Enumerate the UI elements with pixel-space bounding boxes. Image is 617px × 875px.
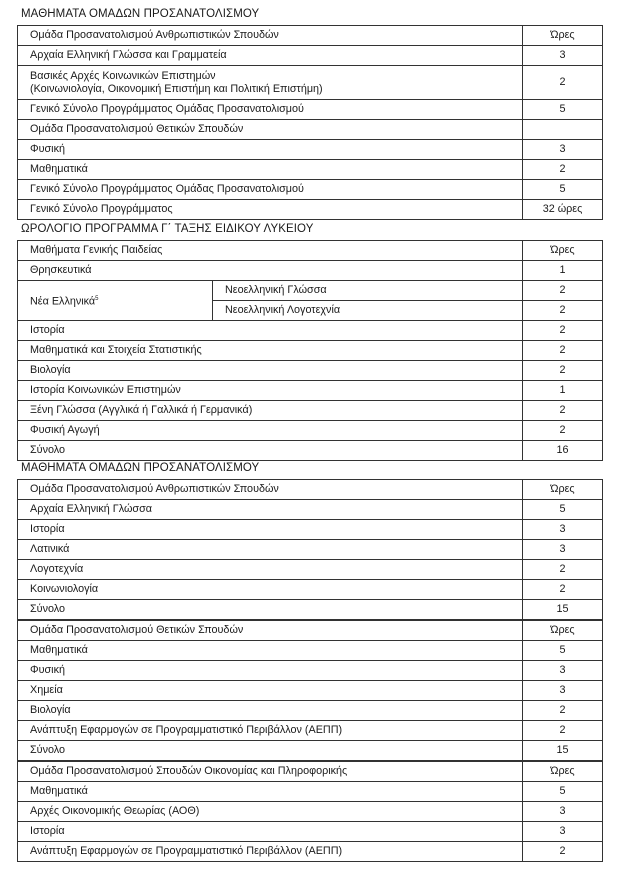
table-row: [18, 441, 603, 461]
row-hours: 32 ώρες: [523, 200, 603, 220]
section-heading: ΜΑΘΗΜΑΤΑ ΟΜΑΔΩΝ ΠΡΟΣΑΝΑΤΟΛΙΣΜΟΥ: [21, 462, 260, 474]
row-label: Μαθηματικά: [18, 782, 523, 802]
row-label: Ιστορία: [18, 520, 523, 540]
table-row: [18, 701, 603, 721]
row-label: Αρχαία Ελληνική Γλώσσα: [18, 500, 523, 520]
footnote-marker: 5: [95, 295, 99, 302]
table-row: [18, 842, 603, 862]
table-row: [18, 580, 603, 600]
row-hours: 16: [523, 441, 603, 461]
table-row: [18, 721, 603, 741]
row-label: Μαθηματικά και Στοιχεία Στατιστικής: [18, 341, 523, 361]
table-row: [18, 500, 603, 520]
sub-row-label: Νεοελληνική Λογοτεχνία: [213, 301, 523, 321]
sub-row-label: Νεοελληνική Γλώσσα: [213, 281, 523, 301]
row-hours: 15: [523, 741, 603, 761]
table-row: [18, 641, 603, 661]
table-row: [18, 66, 603, 100]
row-hours: 2: [523, 401, 603, 421]
table-row: [18, 261, 603, 281]
row-hours: Ώρες: [523, 26, 603, 46]
row-hours: 3: [523, 520, 603, 540]
table-row: [18, 762, 603, 782]
row-hours: Ώρες: [523, 621, 603, 641]
row-hours: 15: [523, 600, 603, 620]
table-row: [18, 361, 603, 381]
table-row: [18, 741, 603, 761]
row-hours: 2: [523, 560, 603, 580]
row-hours: 3: [523, 802, 603, 822]
table-row: [18, 401, 603, 421]
row-hours: 2: [523, 701, 603, 721]
row-label: Κοινωνιολογία: [18, 580, 523, 600]
table-row: [18, 281, 603, 301]
row-label: Ομάδα Προσανατολισμού Θετικών Σπουδών: [18, 621, 523, 641]
schedule-table: [17, 479, 603, 620]
table-row: [18, 180, 603, 200]
row-hours: 5: [523, 782, 603, 802]
row-label: Ιστορία: [18, 321, 523, 341]
table-row: [18, 540, 603, 560]
table-row: [18, 621, 603, 641]
row-hours: 3: [523, 540, 603, 560]
table-row: [18, 160, 603, 180]
row-label: Ιστορία Κοινωνικών Επιστημών: [18, 381, 523, 401]
row-label: Σύνολο: [18, 600, 523, 620]
row-label: Μαθηματικά: [18, 160, 523, 180]
row-label: Γενικό Σύνολο Προγράμματος Ομάδας Προσανατολισμού: [18, 100, 523, 120]
row-label: Μαθήματα Γενικής Παιδείας: [18, 241, 523, 261]
row-label: Φυσική: [18, 661, 523, 681]
row-hours: 3: [523, 46, 603, 66]
table-row: [18, 822, 603, 842]
row-label: Ομάδα Προσανατολισμού Ανθρωπιστικών Σπουδών: [18, 480, 523, 500]
row-label: Ομάδα Προσανατολισμού Ανθρωπιστικών Σπουδών: [18, 26, 523, 46]
row-hours: 2: [523, 301, 603, 321]
table-row: [18, 100, 603, 120]
row-label: Μαθηματικά: [18, 641, 523, 661]
table-row: [18, 600, 603, 620]
table-row: [18, 341, 603, 361]
row-hours: 1: [523, 261, 603, 281]
row-label: Σύνολο: [18, 441, 523, 461]
row-label: Αρχαία Ελληνική Γλώσσα και Γραμματεία: [18, 46, 523, 66]
row-hours: 5: [523, 180, 603, 200]
table-row: [18, 661, 603, 681]
table-row: [18, 140, 603, 160]
row-label-line2: (Κοινωνιολογία, Οικονομική Επιστήμη και Πολιτική Επιστήμη): [30, 82, 323, 95]
row-label: Χημεία: [18, 681, 523, 701]
row-label: [18, 66, 523, 100]
row-label: Ανάπτυξη Εφαρμογών σε Προγραμματιστικό Περιβάλλον (ΑΕΠΠ): [18, 721, 523, 741]
row-label: Αρχές Οικονομικής Θεωρίας (ΑΟΘ): [18, 802, 523, 822]
table-row: [18, 782, 603, 802]
row-hours: 2: [523, 721, 603, 741]
row-hours: 2: [523, 580, 603, 600]
row-label: Βιολογία: [18, 361, 523, 381]
row-hours: 2: [523, 842, 603, 862]
table-row: [18, 200, 603, 220]
row-hours: 5: [523, 100, 603, 120]
row-label: Φυσική Αγωγή: [18, 421, 523, 441]
row-hours: Ώρες: [523, 480, 603, 500]
row-hours: 2: [523, 341, 603, 361]
row-hours: 2: [523, 281, 603, 301]
table-row: [18, 560, 603, 580]
schedule-table: [17, 240, 603, 461]
row-label: Γενικό Σύνολο Προγράμματος: [18, 200, 523, 220]
row-label: Φυσική: [18, 140, 523, 160]
table-row: [18, 120, 603, 140]
table-row: [18, 26, 603, 46]
row-hours: [523, 120, 603, 140]
schedule-table: [17, 620, 603, 761]
row-label: Γενικό Σύνολο Προγράμματος Ομάδας Προσανατολισμού: [18, 180, 523, 200]
row-hours: 3: [523, 822, 603, 842]
schedule-table: [17, 25, 603, 220]
table-row: [18, 241, 603, 261]
row-label: Θρησκευτικά: [18, 261, 523, 281]
row-label: Ξένη Γλώσσα (Αγγλικά ή Γαλλικά ή Γερμανικά): [18, 401, 523, 421]
row-hours: 3: [523, 681, 603, 701]
schedule-table: [17, 761, 603, 862]
table-row: [18, 421, 603, 441]
row-hours: 2: [523, 421, 603, 441]
table-row: [18, 381, 603, 401]
row-hours: 2: [523, 361, 603, 381]
row-label: Ιστορία: [18, 822, 523, 842]
row-label: Ομάδα Προσανατολισμού Θετικών Σπουδών: [18, 120, 523, 140]
table-row: [18, 46, 603, 66]
row-hours: 5: [523, 500, 603, 520]
row-label: Ομάδα Προσανατολισμού Σπουδών Οικονομίας και Πληροφορικής: [18, 762, 523, 782]
row-hours: 3: [523, 140, 603, 160]
row-hours: 5: [523, 641, 603, 661]
table-row: [18, 802, 603, 822]
row-label: Ανάπτυξη Εφαρμογών σε Προγραμματιστικό Περιβάλλον (ΑΕΠΠ): [18, 842, 523, 862]
row-hours: Ώρες: [523, 241, 603, 261]
table-row: [18, 321, 603, 341]
row-label: Λογοτεχνία: [18, 560, 523, 580]
row-hours: 3: [523, 661, 603, 681]
section-heading: ΜΑΘΗΜΑΤΑ ΟΜΑΔΩΝ ΠΡΟΣΑΝΑΤΟΛΙΣΜΟΥ: [21, 8, 260, 20]
nea-label: Νέα Ελληνικά: [30, 295, 96, 308]
table-row: [18, 681, 603, 701]
row-hours: 1: [523, 381, 603, 401]
row-hours: 2: [523, 66, 603, 100]
section-heading: ΩΡΟΛΟΓΙΟ ΠΡΟΓΡΑΜΜΑ Γ΄ ΤΑΞΗΣ ΕΙΔΙΚΟΥ ΛΥΚΕΙΟΥ: [21, 223, 314, 235]
row-label: Σύνολο: [18, 741, 523, 761]
row-label-line1: Βασικές Αρχές Κοινωνικών Επιστημών: [30, 70, 216, 82]
row-hours: 2: [523, 160, 603, 180]
row-label: [18, 281, 213, 321]
row-hours: Ώρες: [523, 762, 603, 782]
table-row: [18, 520, 603, 540]
row-label: Βιολογία: [18, 701, 523, 721]
row-hours: 2: [523, 321, 603, 341]
row-label: Λατινικά: [18, 540, 523, 560]
table-row: [18, 480, 603, 500]
